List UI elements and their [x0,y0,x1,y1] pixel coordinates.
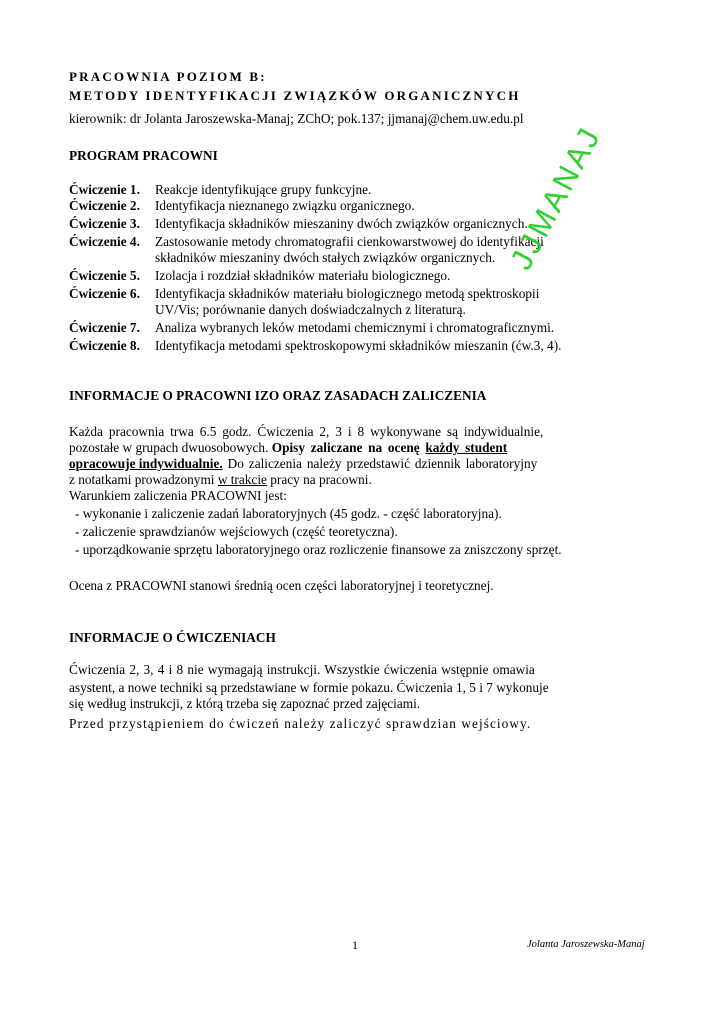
info-p1-line4-underlined: w trakcie [217,472,267,487]
info-p1-line4 [69,472,372,488]
condition-3: - uporządkowanie sprzętu laboratoryjnego oraz rozliczenie finansowe za zniszczony sprzęt. [75,542,562,557]
exercise-3-number: Ćwiczenie 3. [69,216,140,231]
exercise-6-text-line2: UV/Vis; porównanie danych doświadczalnych z literaturą. [155,302,466,317]
info-p1-line4-c: pracy na pracowni. [266,472,372,487]
exercise-8-text: Identyfikacja metodami spektroskopowymi składników mieszanin (ćw.3, 4). [155,338,562,353]
exercise-2-number: Ćwiczenie 2. [69,198,140,213]
footer-author: Jolanta Jaroszewska-Manaj [527,939,645,950]
jjmanaj-stamp [488,120,638,290]
condition-1: - wykonanie i zaliczenie zadań laboratoryjnych (45 godz. - część laboratoryjna). [75,506,502,521]
exercises-info-line4: Przed przystąpieniem do ćwiczeń należy zaliczyć sprawdzian wejściowy. [69,716,532,731]
exercise-2-text: Identyfikacja nieznanego związku organicznego. [155,198,415,213]
stamp-text: JJMANAJ [503,120,608,276]
exercises-info-line2: asystent, a nowe techniki są przedstawiane w formie pokazu. Ćwiczenia 1, 5 i 7 wykonuje [69,680,549,695]
program-title: PROGRAM PRACOWNI [69,148,218,163]
info-p1-line2 [69,440,507,456]
header-contact: kierownik: dr Jolanta Jaroszewska-Manaj; ZChO; pok.137; jjmanaj@chem.uw.edu.pl [69,111,524,126]
exercise-4-text-line1: Zastosowanie metody chromatografii cienkowarstwowej do identyfikacji [155,234,544,249]
exercise-7-number: Ćwiczenie 7. [69,320,140,335]
page-number: 1 [352,938,358,952]
exercise-6-text-line1: Identyfikacja składników materiału biologicznego metodą spektroskopii [155,286,540,301]
info-p1-line2-underlined: każdy student [425,440,508,455]
exercise-7-text: Analiza wybranych leków metodami chemicznymi i chromatograficznymi. [155,320,555,335]
info-p1-line4-a: z notatkami prowadzonymi [69,472,218,487]
exercise-1-number: Ćwiczenie 1. [69,182,140,197]
exercises-info-line1: Ćwiczenia 2, 3, 4 i 8 nie wymagają instrukcji. Wszystkie ćwiczenia wstępnie omawia [69,662,535,677]
info-p1-line3-rest: Do zaliczenia należy przedstawić dziennik laboratoryjny [222,456,538,471]
exercise-1-text: Reakcje identyfikujące grupy funkcyjne. [155,182,372,197]
exercise-5-number: Ćwiczenie 5. [69,268,140,283]
exercise-6-number: Ćwiczenie 6. [69,286,140,301]
condition-2: - zaliczenie sprawdzianów wejściowych (część teoretyczna). [75,524,398,539]
exercise-4-number: Ćwiczenie 4. [69,234,140,249]
header-line1: PRACOWNIA POZIOM B: [69,69,267,84]
info-p1-line2-bold: Opisy zaliczane na ocenę [271,440,426,455]
header-line2: METODY IDENTYFIKACJI ZWIĄZKÓW ORGANICZNYCH [69,88,521,103]
exercise-4-text-line2: składników mieszaniny dwóch stałych związków organicznych. [155,250,496,265]
info-p1-line2-a: pozostałe w grupach dwuosobowych. [69,440,272,455]
info-p1-line3 [69,456,537,472]
info-p1-line3-bold: opracowuje indywidualnie. [69,456,223,471]
conditions-title: Warunkiem zaliczenia PRACOWNI jest: [69,488,287,503]
exercise-3-text: Identyfikacja składników mieszaniny dwóch związków organicznych. [155,216,528,231]
exercise-8-number: Ćwiczenie 8. [69,338,140,353]
info-title: INFORMACJE O PRACOWNI IZO ORAZ ZASADACH ZALICZENIA [69,388,487,403]
exercises-info-title: INFORMACJE O ĆWICZENIACH [69,630,276,645]
exercise-5-text: Izolacja i rozdział składników materiału biologicznego. [155,268,451,283]
exercises-info-line3: się według instrukcji, z którą trzeba się zapoznać przed zajęciami. [69,696,421,711]
grade-info: Ocena z PRACOWNI stanowi średnią ocen części laboratoryjnej i teoretycznej. [69,578,494,593]
info-p1-line1: Każda pracownia trwa 6.5 godz. Ćwiczenia 2, 3 i 8 wykonywane są indywidualnie, [69,424,544,439]
